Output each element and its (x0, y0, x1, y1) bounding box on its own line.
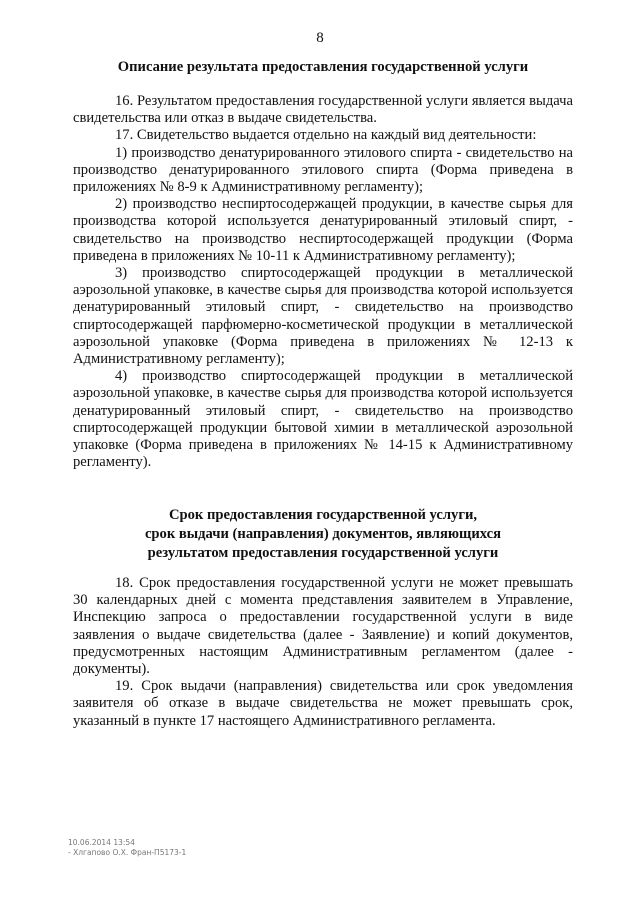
section-heading-term-line-2: срок выдачи (направления) документов, являющихся (144, 526, 502, 542)
section-heading-term-line-1: Срок предоставления государственной услуги, (168, 507, 478, 523)
paragraph-19: 19. Срок выдачи (направления) свидетельства или срок уведомления заявителя об отказе в выдаче свидетельства не может превышать срок, указанный в пункте 17 настоящего Административного регламента. (73, 678, 573, 729)
list-item-4: 4) производство спиртосодержащей продукции в металлической аэрозольной упаковке, в качестве сырья для производства которой используется денатурированный этиловый спирт, - свидетельство на производство спиртосодержащей продукции бытовой химии в металлической аэрозольной упаковке (Форма приведена в приложениях № 14-15 к Административному регламенту). (73, 368, 573, 471)
section-term-body (73, 575, 573, 730)
page-number: 8 (316, 30, 324, 46)
section-heading-term-line-3: результатом предоставления государственной услуги (147, 545, 499, 561)
section-heading-result: Описание результата предоставления государственной услуги (117, 59, 529, 75)
section-result (73, 58, 573, 77)
paragraph-16: 16. Результатом предоставления государственной услуги является выдача свидетельства или отказ в выдаче свидетельства. (73, 93, 573, 127)
paragraph-18: 18. Срок предоставления государственной услуги не может превышать 30 календарных дней с момента представления заявителем в Управление, Инспекцию запроса о предоставлении государственной услуги в виде заявления о выдаче свидетельства (далее - Заявление) и копий документов, предусмотренных настоящим Административным регламентом (далее - документы). (73, 575, 573, 678)
section-term (73, 506, 573, 563)
footer-timestamp: 10.06.2014 13:54 (68, 838, 135, 847)
section-result-body (73, 93, 573, 471)
list-item-2: 2) производство неспиртосодержащей продукции, в качестве сырья для производства которой используется денатурированный этиловый спирт, - свидетельство на производство неспиртосодержащей продукции (Форма приведена в приложениях № 10-11 к Административному регламенту); (73, 196, 573, 264)
footer-file-reference: - Хлгапово О.Х. Фран-П5173-1 (68, 848, 187, 857)
paragraph-17: 17. Свидетельство выдается отдельно на каждый вид деятельности: (115, 127, 537, 144)
list-item-3: 3) производство спиртосодержащей продукции в металлической аэрозольной упаковке, в качестве сырья для производства которой используется денатурированный этиловый спирт, - свидетельство на производство спиртосодержащей парфюмерно-косметической продукции в металлической аэрозольной упаковке (Форма приведена в приложениях № 12-13 к Административному регламенту); (73, 265, 573, 368)
list-item-1: 1) производство денатурированного этилового спирта - свидетельство на производство денатурированного этилового спирта (Форма приведена в приложениях № 8-9 к Административному регламенту); (73, 144, 573, 196)
document-footer (68, 838, 186, 858)
